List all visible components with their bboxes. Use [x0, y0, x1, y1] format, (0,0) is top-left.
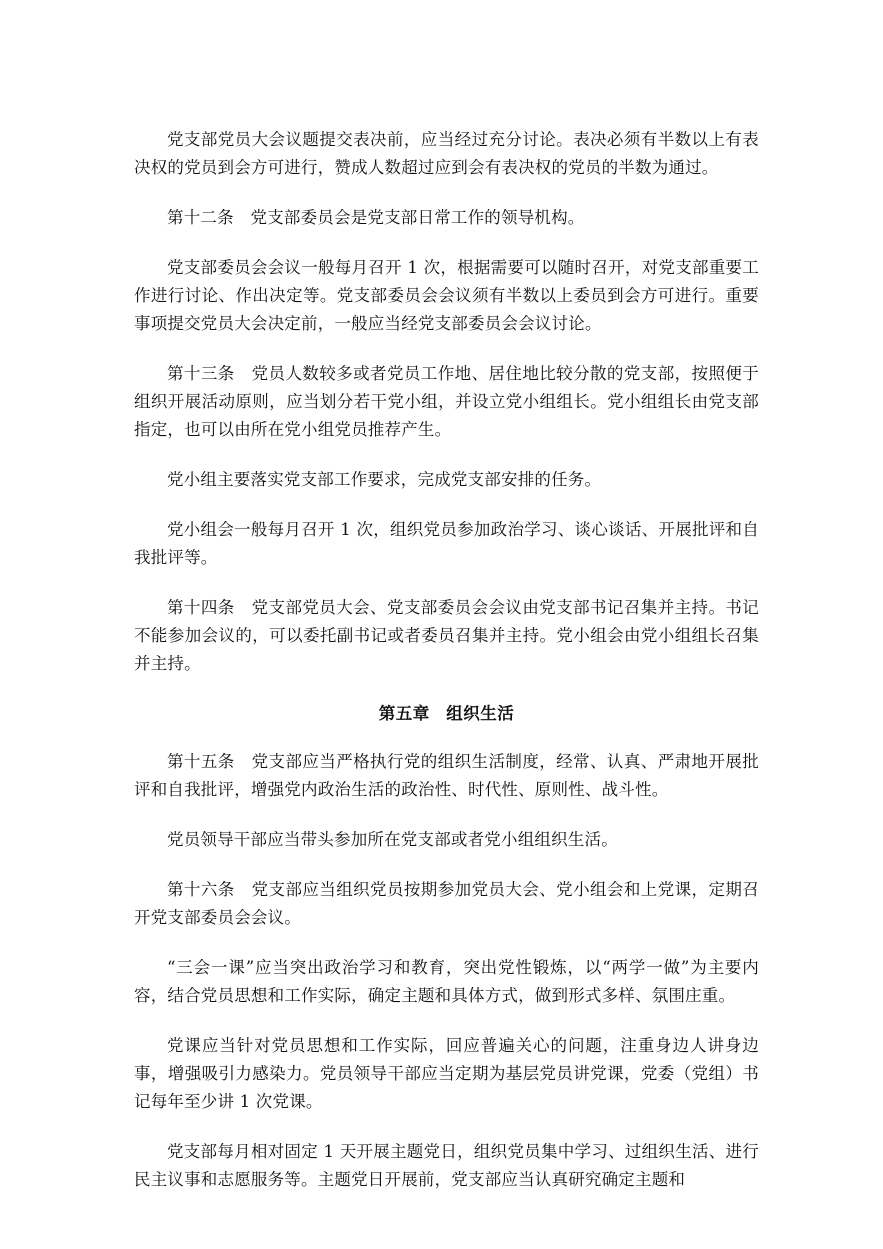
article-14: 第十四条 党支部党员大会、党支部委员会会议由党支部书记召集并主持。书记不能参加会议的，可以委托副书记或者委员召集并主持。党小组会由党小组组长召集并主持。 [134, 598, 759, 673]
paragraph: 党小组主要落实党支部工作要求，完成党支部安排的任务。 [167, 470, 602, 489]
article-15: 第十五条 党支部应当严格执行党的组织生活制度，经常、认真、严肃地开展批评和自我批评，增强党内政治生活的政治性、时代性、原则性、战斗性。 [134, 752, 759, 799]
chapter-number: 第五章 [378, 704, 430, 723]
paragraph: 党员领导干部应当带头参加所在党支部或者党小组组织生活。 [167, 830, 618, 849]
chapter-title: 组织生活 [446, 704, 515, 723]
chapter-heading [134, 700, 759, 728]
paragraph: “三会一课”应当突出政治学习和教育，突出党性锻炼，以“两学一做”为主要内容，结合党员思想和工作实际，确定主题和具体方式，做到形式多样、氛围庄重。 [134, 958, 759, 1005]
paragraph: 党支部每月相对固定 1 天开展主题党日，组织党员集中学习、过组织生活、进行民主议事和志愿服务等。主题党日开展前，党支部应当认真研究确定主题和 [134, 1142, 759, 1189]
article-16: 第十六条 党支部应当组织党员按期参加党员大会、党小组会和上党课，定期召开党支部委员会会议。 [134, 880, 759, 927]
article-12: 第十二条 党支部委员会是党支部日常工作的领导机构。 [167, 208, 585, 227]
paragraph: 党小组会一般每月召开 1 次，组织党员参加政治学习、谈心谈话、开展批评和自我批评等。 [134, 520, 759, 567]
article-13: 第十三条 党员人数较多或者党员工作地、居住地比较分散的党支部，按照便于组织开展活动原则，应当划分若干党小组，并设立党小组组长。党小组组长由党支部指定，也可以由所在党小组党员推荐产生。 [134, 364, 759, 439]
paragraph: 党支部党员大会议题提交表决前，应当经过充分讨论。表决必须有半数以上有表决权的党员到会方可进行，赞成人数超过应到会有表决权的党员的半数为通过。 [134, 130, 759, 177]
paragraph: 党课应当针对党员思想和工作实际，回应普遍关心的问题，注重身边人讲身边事，增强吸引力感染力。党员领导干部应当定期为基层党员讲党课，党委（党组）书记每年至少讲 1 次党课。 [134, 1036, 759, 1111]
paragraph: 党支部委员会会议一般每月召开 1 次，根据需要可以随时召开，对党支部重要工作进行讨论、作出决定等。党支部委员会会议须有半数以上委员到会方可进行。重要事项提交党员大会决定前，一般应当经党支部委员会会议讨论。 [134, 258, 759, 333]
